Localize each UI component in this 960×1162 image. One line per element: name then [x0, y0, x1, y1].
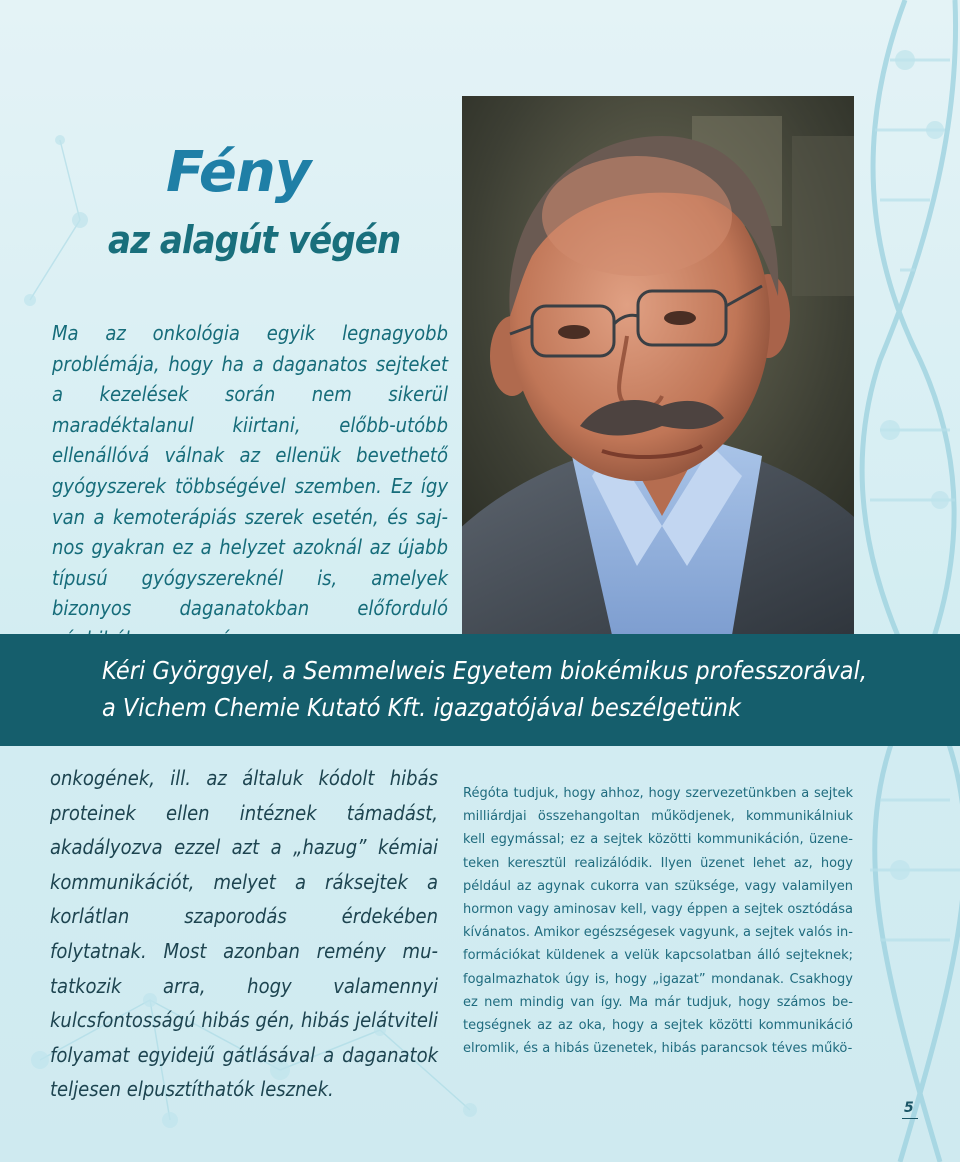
banner-line-2: a Vichem Chemie Kutató Kft. igazgatójával beszélgetünk [102, 693, 741, 722]
lead-paragraph: Ma az onkológia egyik legnagyobb problémája, hogy ha a daganatos sejteket a kezelések során nem sikerül maradéktalanul kiirtani, előbb-utóbb ellenállóvá válnak az ellenük bevethető gyógyszerek többségével szemben. Ez így van a kemoterápiás szerek esetén, és sajnos gyakran ez a helyzet azoknál az újabb típusú gyógyszereknél is, amelyek bizonyos daganatokban előforduló [52, 321, 448, 621]
article-title: Fény [166, 140, 311, 205]
banner-text [102, 652, 902, 726]
article-subtitle: az alagút végén [108, 218, 401, 262]
body-right-column: Régóta tudjuk, hogy ahhoz, hogy szervezetünkben a sejtek milliárdjai összehangoltan működjenek, kommunikálniuk kell egymással; ez a sejtek közötti kommunikáción, üzeneteken keresztül realizálódik. Ilyen üzenet lehet az, hogy például az agynak cukorra van szüksége, vagy valamilyen hormon vagy aminosav kell, vagy éppen a sejtek osztódása kívánatos. Amikor egészségesek vagyunk, a sejtek valós információkat küldenek a velük kapcsolatban álló sejteknek; fogalmazhatok úgy is, hogy „igazat” mondanak. Csakhogy ez nem mindig van így. Ma már tudjuk, hogy számos betegségnek az az oka, hogy a sejtek közötti kommunikáció elromlik, és a hibás üzenetek, hibás parancsok téves műkö- [463, 786, 853, 1057]
banner-line-1: Kéri Györggyel, a Semmelweis Egyetem biokémikus professzorával, [102, 656, 867, 685]
body-left-column: onkogének, ill. az általuk kódolt hibás proteinek ellen intéznek támadást, akadályozva ezzel azt a „hazug” kémiai kommunikációt, melyet a ráksejtek a korlátlan szaporodás érdekében folytatnak. Most azonban remény mutatkozik arra, hogy valamennyi kulcsfontosságú hibás gén, hibás jelátviteli folyamat egyidejű gátlásával a daganatok teljesen elpusztíthatók lesznek. [50, 766, 438, 1102]
portrait-photo [462, 96, 854, 635]
page-number: 5 [902, 1100, 918, 1119]
interview-banner [0, 634, 960, 746]
